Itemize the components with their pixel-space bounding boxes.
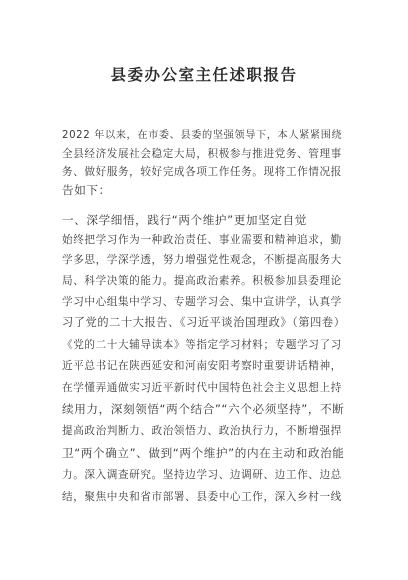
paragraph-line: 始终把学习作为一种政治责任、事业需要和精神追求，勤 bbox=[62, 234, 342, 246]
document-title: 县委办公室主任述职报告 bbox=[110, 66, 298, 84]
paragraph-line: 提高政治判断力、政治领悟力、政治执行力，不断增强捍 bbox=[62, 425, 342, 437]
paragraph-line: 习了党的二十大报告、《习近平谈治国理政》（第四卷） bbox=[62, 316, 346, 329]
paragraph-line: 《党的二十大辅导读本》等指定学习材料；专题学习了习 bbox=[62, 339, 342, 351]
paragraph-line: 续用力，深刻领悟“两个结合”“六个必须坚持”，不断 bbox=[62, 402, 345, 416]
paragraph-line: 务、做好服务，较好完成各项工作任务。现将工作情况报 bbox=[62, 166, 342, 178]
paragraph-line: 学多思，学深学透，努力增强党性观念，不断提高服务大 bbox=[62, 254, 342, 266]
paragraph-line: 局、科学决策的能力。提高政治素养。积极参加县委理论 bbox=[62, 275, 342, 287]
paragraph-line: 卫“两个确立”、做到“两个维护”的内在主动和政治能 bbox=[62, 446, 345, 460]
paragraph-line: 告如下： bbox=[62, 183, 111, 197]
paragraph-line: 结，聚焦中央和省市部署、县委中心工作，深入乡村一线 bbox=[62, 491, 342, 503]
paragraph-line: 学习中心组集中学习、专题学习会、集中宣讲学，认真学 bbox=[62, 296, 342, 308]
paragraph-line: 在学懂弄通做实习近平新时代中国特色社会主义思想上持 bbox=[62, 382, 342, 394]
paragraph-line: 全县经济发展社会稳定大局，积极参与推进党务、管理事 bbox=[62, 148, 342, 160]
paragraph-line: 力。深入调查研究。坚持边学习、边调研、边工作、边总 bbox=[62, 469, 342, 481]
paragraph-line: 近平总书记在陕西延安和河南安阳考察时重要讲话精神， bbox=[62, 360, 342, 372]
paragraph-line: 2022 年以来，在市委、县委的坚强领导下，本人紧紧围绕 bbox=[62, 130, 343, 141]
section-heading: 一、深学细悟，践行“两个维护”更加坚定自觉 bbox=[62, 213, 307, 227]
